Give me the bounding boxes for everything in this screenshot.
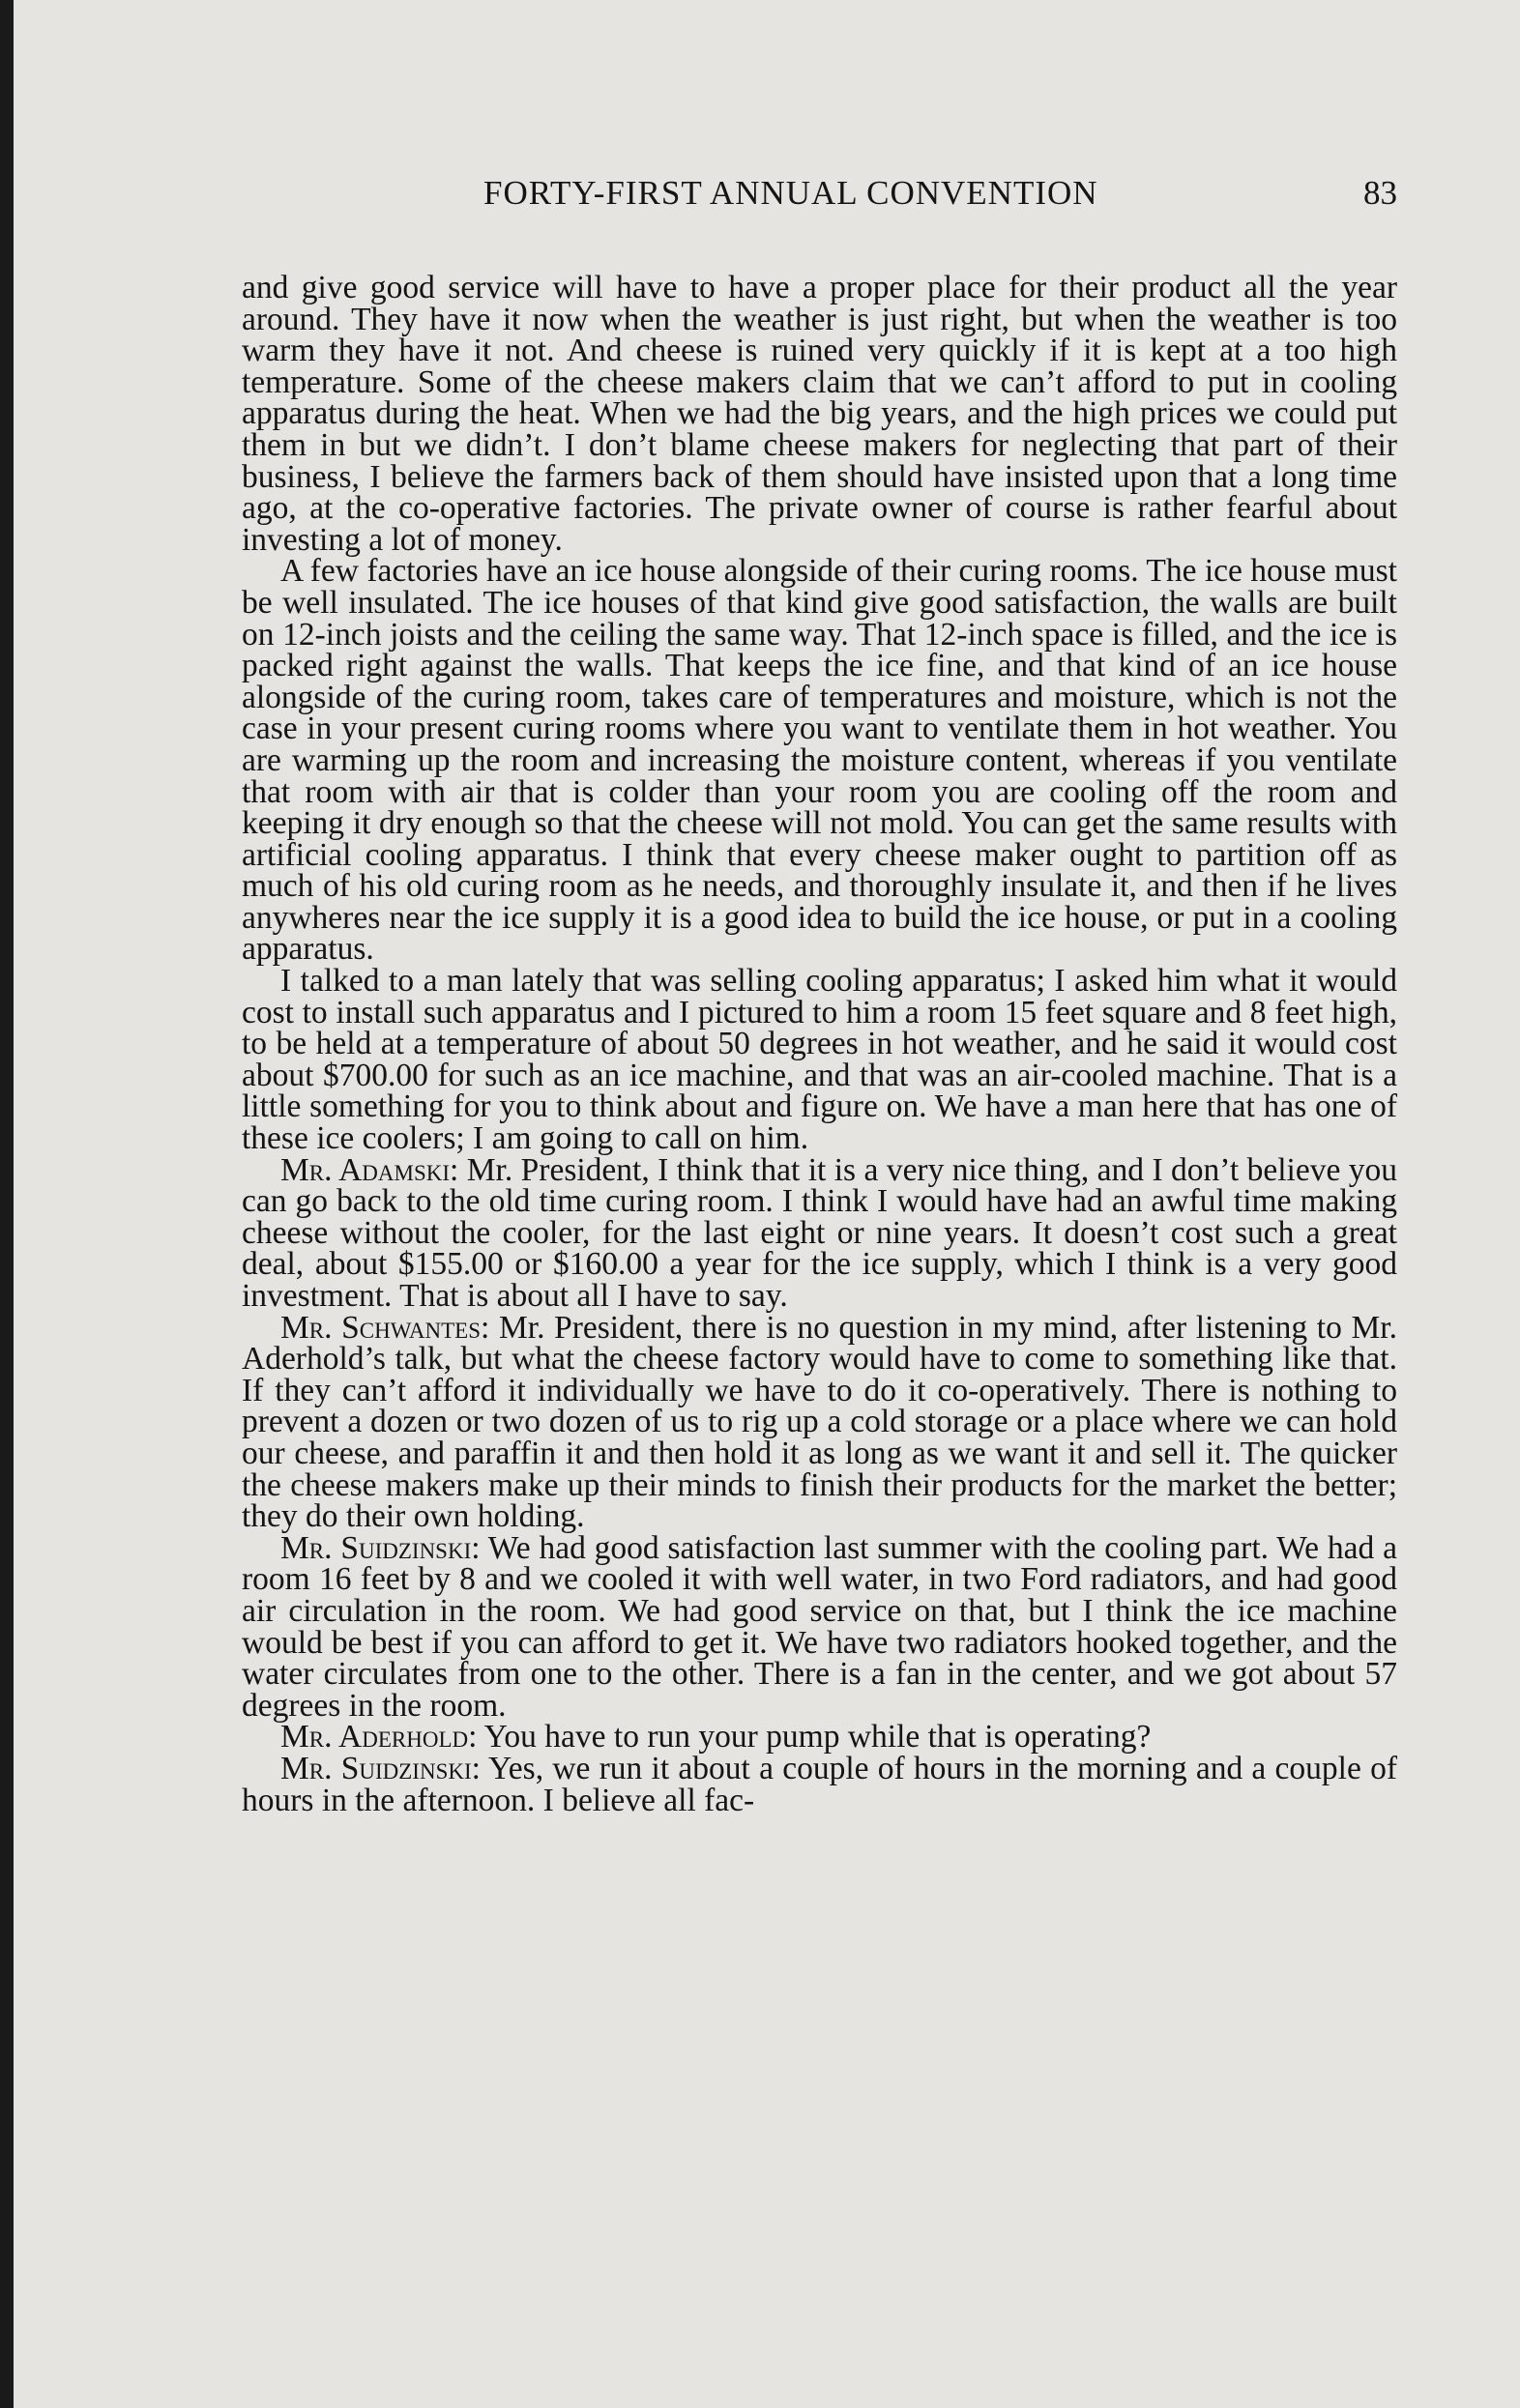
paragraph-3-text: I talked to a man lately that was selling cooling apparatus; I asked him what it would cost to install such apparatus and I pictured to him a room 15 feet square and 8 feet high, to be held at a temperature of about 50 degrees in hot weather, and he said it would cost about $700.00 for such as an ice machine, and that was an air-cooled machine. That is a little something for you to think about and figure on. We have a man here that has one of these ice coolers; I am going to call on him. (242, 963, 1397, 1157)
paragraph-8-text: Yes, we run it about a couple of hours in the morning and a couple of hours in the afternoon. I believe all fac- (242, 1750, 1397, 1818)
running-head (242, 174, 1397, 232)
scan-edge (0, 0, 14, 2408)
paragraph-5-text: Mr. President, there is no question in my mind, after listening to Mr. Aderhold’s talk, but what the cheese factory would have to come to something like that. If they can’t afford it individually we have to do it co-operatively. There is nothing to prevent a dozen or two dozen of us to rig up a cold storage or a place where we can hold our cheese, and paraffin it and then hold it as long as we want it and sell it. The quicker the cheese makers make up their minds to finish their products for the market the better; they do their own holding. (242, 1309, 1397, 1535)
running-title: FORTY-FIRST ANNUAL CONVENTION (483, 174, 1098, 212)
paragraph-3 (242, 963, 1397, 1157)
paragraph-6 (242, 1529, 1397, 1724)
speaker-name: Mr. Suidzinski: (280, 1529, 481, 1566)
speaker-name: Mr. Suidzinski: (280, 1750, 481, 1786)
paragraph-7 (242, 1719, 1397, 1755)
paragraph-2-text: A few factories have an ice house alongside of their curing rooms. The ice house must be well insulated. The ice houses of that kind give good satisfaction, the walls are built on 12-inch joists and the ceiling the same way. That 12-inch space is filled, and the ice is packed right against the walls. That keeps the ice fine, and that kind of an ice house alongside of the curing room, takes care of temperatures and moisture, which is not the case in your present curing rooms where you want to ventilate them in hot weather. You are warming up the room and increasing the moisture content, whereas if you ventilate that room with air that is colder than your room you are cooling off the room and keeping it dry enough so that the cheese will not mold. You can get the same results with artificial cooling apparatus. I think that every cheese maker ought to partition off as much of his old curing room as he needs, and thoroughly insulate it, and then if he lives anywheres near the ice supply it is a good idea to build the ice house, or put in a cooling apparatus. (242, 553, 1397, 968)
speaker-name: Mr. Schwantes: (280, 1309, 490, 1346)
paragraph-8 (242, 1750, 1397, 1818)
paragraph-7-text: You have to run your pump while that is operating? (483, 1719, 1152, 1755)
paragraph-1-text: and give good service will have to have a proper place for their product all the year around. They have it now when the weather is just right, but when the weather is too warm they have it not. And cheese is ruined very quickly if it is kept at a too high temperature. Some of the cheese makers claim that we can’t afford to put in cooling apparatus during the heat. When we had the big years, and the high prices we could put them in but we didn’t. I don’t blame cheese makers for neglecting that part of their business, I believe the farmers back of them should have insisted upon that a long time ago, at the co-operative factories. The private owner of course is rather fearful about investing a lot of money. (242, 270, 1397, 558)
paragraph-1 (242, 270, 1397, 558)
paragraph-4-text: Mr. President, I think that it is a very nice thing, and I don’t believe you can go back to the old time curing room. I think I would have had an awful time making cheese without the cooler, for the last eight or nine years. It doesn’t cost such a great deal, about $155.00 or $160.00 a year for the ice supply, which I think is a very good investment. That is about all I have to say. (242, 1151, 1397, 1314)
body-text (242, 270, 1397, 1818)
paragraph-6-text: We had good satisfaction last summer with the cooling part. We had a room 16 feet by 8 and we cooled it with well water, in two Ford radiators, and had good air circulation in the room. We had good service on that, but I think the ice machine would be best if you can afford to get it. We have two radiators hooked together, and the water circulates from one to the other. There is a fan in the center, and we got about 57 degrees in the room. (242, 1529, 1397, 1724)
speaker-name: Mr. Adamski: (280, 1151, 459, 1188)
paragraph-4 (242, 1151, 1397, 1314)
paragraph-5 (242, 1309, 1397, 1535)
document-page (242, 174, 1397, 1816)
page-number: 83 (1363, 174, 1397, 212)
paragraph-2 (242, 553, 1397, 968)
speaker-name: Mr. Aderhold: (280, 1719, 478, 1755)
